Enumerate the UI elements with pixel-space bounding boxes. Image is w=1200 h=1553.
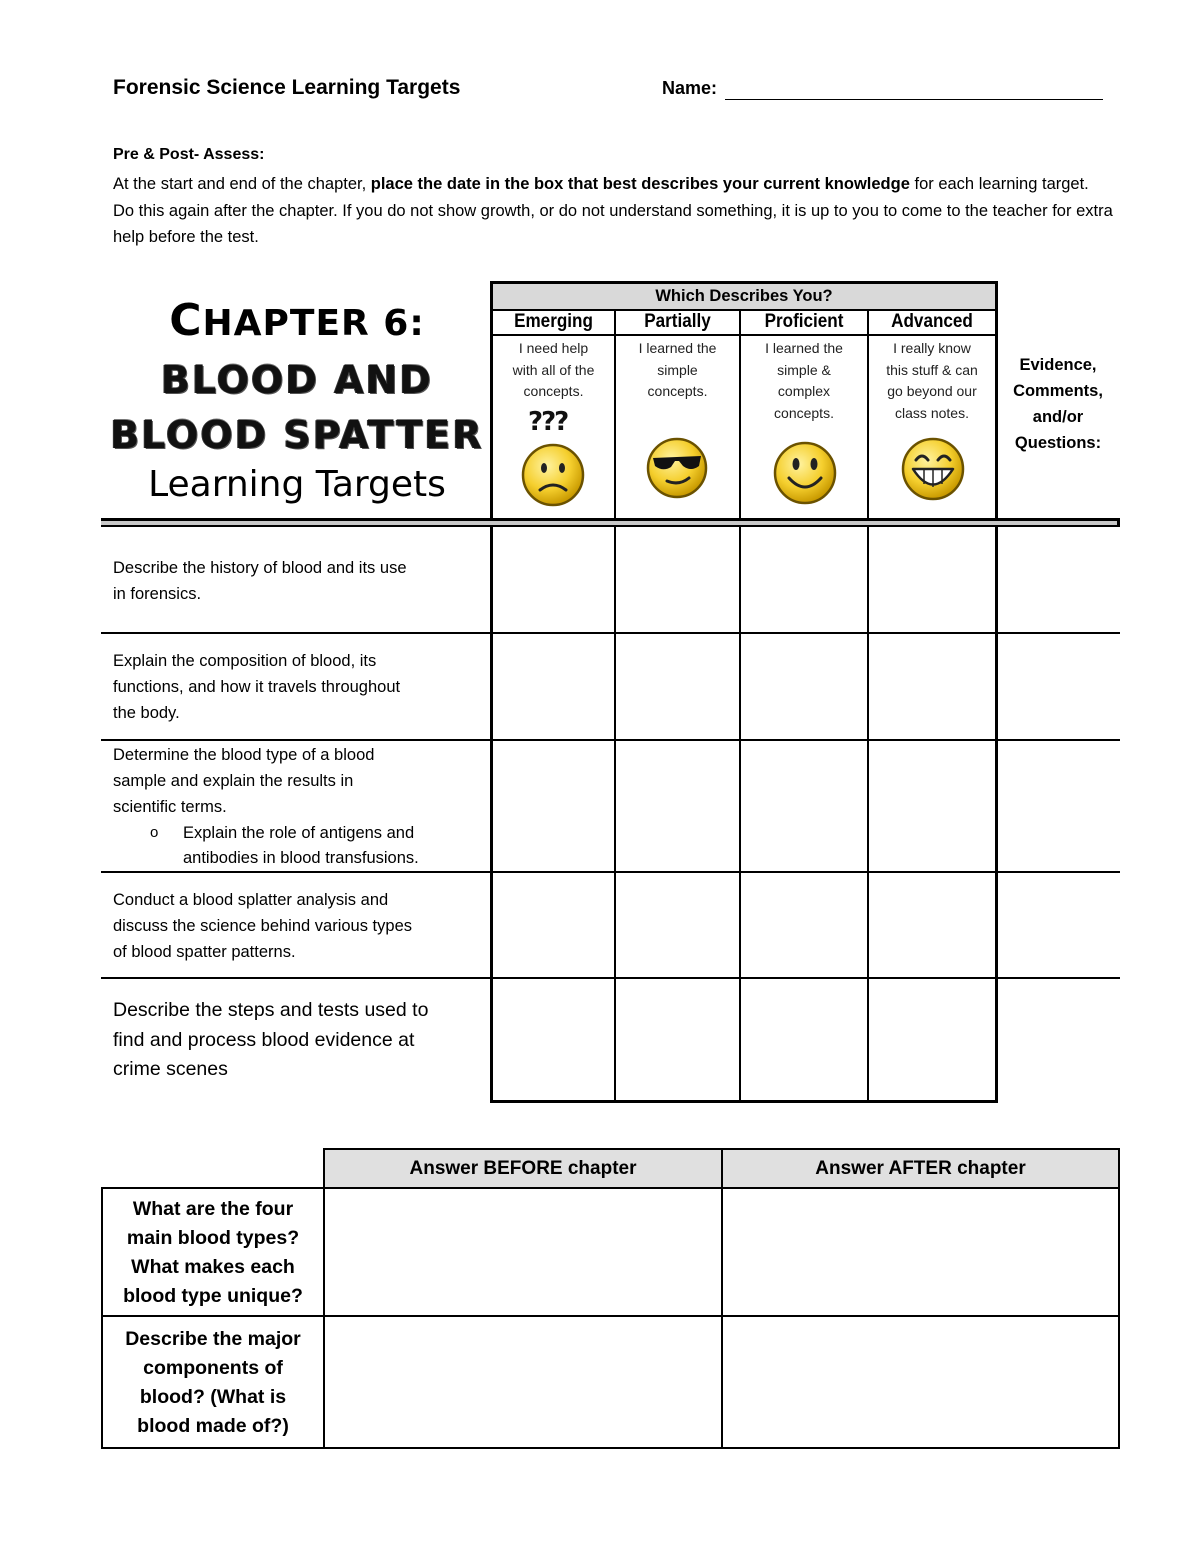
question-blood-types: What are the four main blood types? What makes each blood type unique? [123,1198,303,1307]
instructions-text: At the start and end of the chapter, place the date in the box that best describes your current knowledge for each learning target. Do this again after the chapter. If you do not show growth, or do not understand something, it is up to you to come to the teacher for extra help before the test. [113,175,1113,246]
level-partially: Partially [644,311,711,332]
sunglasses-face-icon [645,436,709,500]
evidence-column-header: Evidence, Comments, and/or Questions: [1013,356,1103,452]
question-marks-icon: ??? [528,407,568,437]
grid-line [1117,518,1120,527]
learning-target-2: Explain the composition of blood, its functions, and how it travels throughout the body. [113,652,401,722]
before-column-header: Answer BEFORE chapter [409,1158,637,1179]
row-divider [101,871,1120,873]
grid-line [101,1315,1120,1317]
grinning-face-icon [900,436,966,502]
learning-target-3-sub: Explain the role of antigens and antibodies in blood transfusions. [183,824,419,867]
grid-line [490,1100,998,1103]
level-proficient-desc: I learned the simple & complex concepts. [765,340,843,421]
level-partially-desc: I learned the simple concepts. [638,340,717,399]
learning-target-5: Describe the steps and tests used to find and process blood evidence at crime scenes [113,999,429,1080]
instructions-heading: Pre & Post- Assess: [113,146,265,163]
row-divider [101,632,1120,634]
document-title: Forensic Science Learning Targets [113,76,461,99]
header-separator [101,525,1120,527]
grid-line [493,334,995,336]
level-proficient: Proficient [764,311,844,332]
row-divider [101,739,1120,741]
learning-target-3: Determine the blood type of a blood sample and explain the results in scientific terms. [113,746,375,816]
smiley-face-icon [772,440,838,506]
level-advanced-desc: I really know this stuff & can go beyond our class notes. [886,340,978,421]
grid-line [490,281,493,1103]
rating-header-title: Which Describes You? [655,287,833,305]
confused-face-icon [520,442,586,508]
grid-line [721,1148,723,1449]
after-column-header: Answer AFTER chapter [815,1158,1026,1179]
level-emerging-desc: I need help with all of the concepts. [512,340,595,399]
learning-target-4: Conduct a blood splatter analysis and discuss the science behind various types of blood spatter patterns. [113,891,412,961]
chapter-topic-line-2: BLOOD SPATTER [110,413,484,457]
chapter-topic-line-1: BLOOD AND [161,358,433,402]
chapter-subtitle: Learning Targets [148,464,446,505]
row-divider [101,977,1120,979]
sub-bullet-marker: o [150,824,159,841]
level-emerging: Emerging [514,311,593,332]
grid-line [490,281,998,284]
name-field[interactable] [725,99,1103,100]
grid-line [101,1187,1120,1189]
learning-target-1: Describe the history of blood and its use in forensics. [113,559,407,603]
question-blood-components: Describe the major components of blood? (What is blood made of?) [125,1328,301,1437]
grid-line [1118,1148,1120,1449]
level-advanced: Advanced [891,311,973,332]
grid-line [101,1447,1120,1449]
grid-line [614,309,616,1101]
grid-line [739,309,741,1101]
header-separator-fill [101,521,1120,525]
grid-line [867,309,869,1101]
name-label: Name: [662,78,718,98]
chapter-number: CHAPTER 6: [169,295,425,346]
